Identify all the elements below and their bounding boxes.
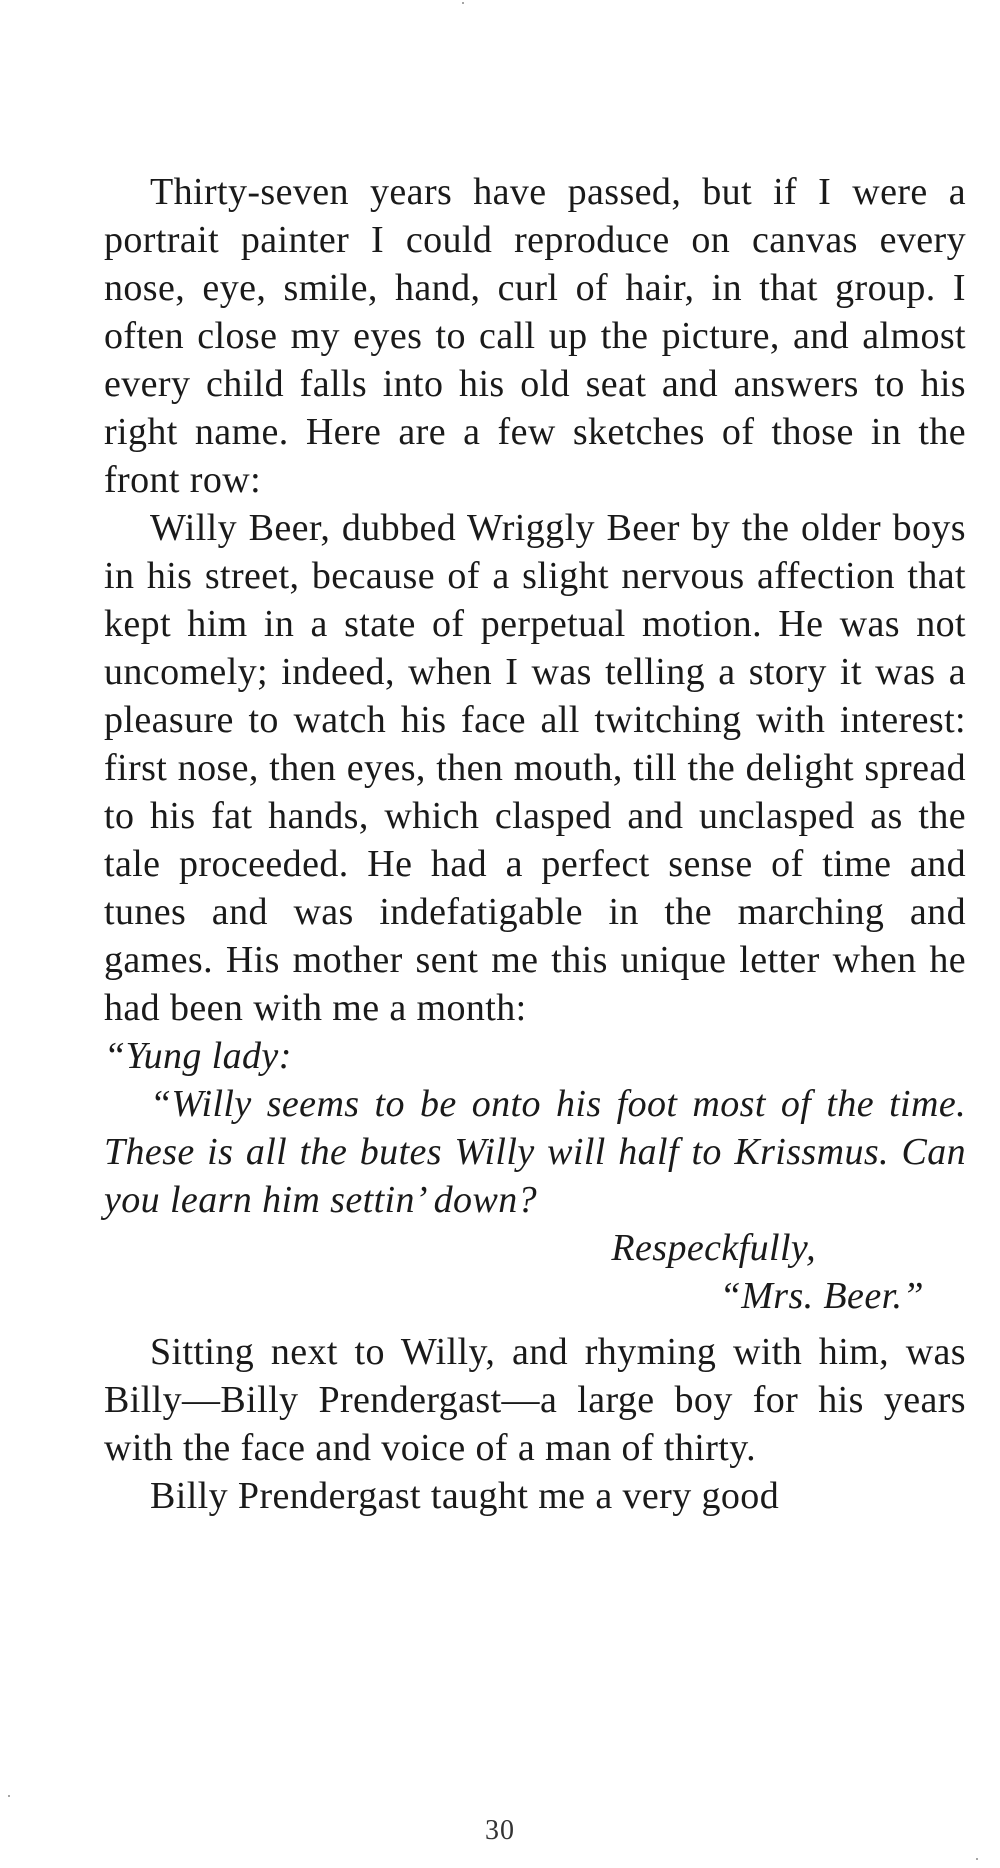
paragraph-willy-beer: Willy Beer, dubbed Wriggly Beer by the older boys in his street, because of a slight nervous affection that kept him in a state of perpetual motion. He was not uncomely; indeed, when I was telling a story it was a pleasure to watch his face all twitching with interest: first nose, then eyes, then mouth, till the delight spread to his fat hands, which clasped and unclasped as the tale proceeded. He had a perfect sense of time and tunes and was indefatigable in the marching and games. His mother sent me this unique letter when he had been with me a month: [104, 507, 966, 1029]
letter-signature: “Mrs. Beer.” [719, 1275, 924, 1317]
paragraph-continued: Billy Prendergast taught me a very good [150, 1475, 780, 1517]
letter-closing: Respeckfully, [611, 1227, 816, 1269]
print-speck [8, 1795, 10, 1797]
page-number: 30 [485, 1815, 515, 1846]
letter-closing-row [104, 1224, 966, 1272]
letter-salutation: “Yung lady: [104, 1035, 292, 1077]
paragraph-intro: Thirty-seven years have passed, but if I were a portrait painter I could reproduce on canvas every nose, eye, smile, hand, curl of hair, in that group. I often close my eyes to call up the picture, and almost every child falls into his old seat and answers to his right name. Here are a few sketches of those in the front row: [104, 171, 966, 501]
mrs-beer-letter [104, 1032, 966, 1320]
letter-spacer [104, 1224, 122, 1272]
page-body [104, 168, 966, 1520]
print-speck [976, 1858, 978, 1860]
print-speck [462, 2, 464, 4]
letter-body: “Willy seems to be onto his foot most of the time. These is all the butes Willy will half to Krissmus. Can you learn him settin’ down? [104, 1083, 966, 1221]
paragraph-billy-prendergast: Sitting next to Willy, and rhyming with him, was Billy—Billy Prendergast—a large boy for his years with the face and voice of a man of thirty. [104, 1331, 966, 1469]
